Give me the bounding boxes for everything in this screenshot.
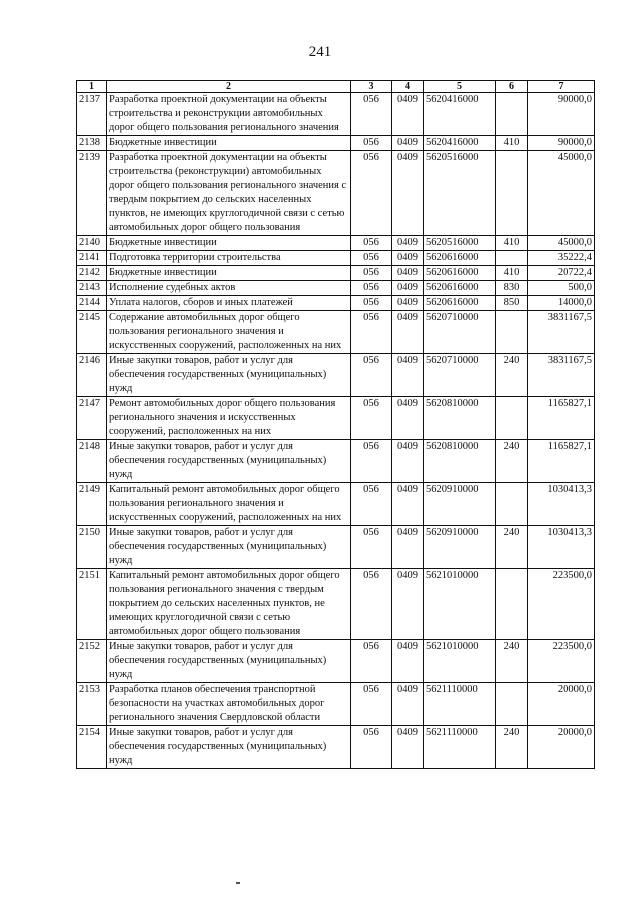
row-code-5: 5620616000 [424,296,496,311]
table-row [77,93,595,136]
row-amount: 14000,0 [528,296,595,311]
row-code-3: 056 [351,281,392,296]
row-number: 2148 [77,440,107,483]
row-amount: 20000,0 [528,683,595,726]
row-code-3: 056 [351,251,392,266]
row-name: Иные закупки товаров, работ и услуг для обеспечения государственных (муниципальных) нужд [107,440,351,483]
table-row [77,251,595,266]
row-code-3: 056 [351,136,392,151]
table-row [77,266,595,281]
row-name: Бюджетные инвестиции [107,136,351,151]
row-code-4: 0409 [392,640,424,683]
row-code-5: 5620710000 [424,354,496,397]
row-number: 2139 [77,151,107,236]
row-amount: 500,0 [528,281,595,296]
row-amount: 20000,0 [528,726,595,769]
row-number: 2144 [77,296,107,311]
row-code-6: 240 [496,640,528,683]
row-amount: 3831167,5 [528,311,595,354]
row-code-5: 5620810000 [424,397,496,440]
row-code-6 [496,397,528,440]
header-col-2: 2 [107,81,351,93]
row-name: Содержание автомобильных дорог общего пользования регионального значения и искусственных сооружений, расположенных на них [107,311,351,354]
row-code-6 [496,151,528,236]
row-number: 2141 [77,251,107,266]
row-amount: 223500,0 [528,640,595,683]
row-code-5: 5620516000 [424,151,496,236]
header-col-4: 4 [392,81,424,93]
row-amount: 1030413,3 [528,526,595,569]
row-code-6 [496,251,528,266]
budget-table [76,80,595,769]
table-row [77,483,595,526]
row-name: Ремонт автомобильных дорог общего пользования регионального значения и искусственных сооружений, расположенных на них [107,397,351,440]
header-col-3: 3 [351,81,392,93]
row-name: Бюджетные инвестиции [107,266,351,281]
table-row [77,526,595,569]
row-code-3: 056 [351,266,392,281]
table-row [77,640,595,683]
row-number: 2138 [77,136,107,151]
table-header-row [77,81,595,93]
header-col-7: 7 [528,81,595,93]
table-row [77,354,595,397]
row-code-3: 056 [351,569,392,640]
row-code-6: 410 [496,136,528,151]
row-code-6 [496,311,528,354]
row-code-6 [496,683,528,726]
row-code-4: 0409 [392,726,424,769]
table-row [77,236,595,251]
row-code-5: 5620910000 [424,526,496,569]
row-name: Иные закупки товаров, работ и услуг для обеспечения государственных (муниципальных) нужд [107,726,351,769]
row-number: 2152 [77,640,107,683]
row-amount: 45000,0 [528,236,595,251]
row-code-3: 056 [351,640,392,683]
row-name: Разработка планов обеспечения транспортной безопасности на участках автомобильных дорог регионального значения Свердловской области [107,683,351,726]
row-code-3: 056 [351,683,392,726]
header-col-5: 5 [424,81,496,93]
row-amount: 3831167,5 [528,354,595,397]
row-code-3: 056 [351,440,392,483]
row-code-6: 410 [496,266,528,281]
row-code-4: 0409 [392,397,424,440]
table-row [77,136,595,151]
table-row [77,397,595,440]
row-code-6 [496,483,528,526]
row-name: Разработка проектной документации на объекты строительства (реконструкции) автомобильных дорог общего пользования регионального значения с твердым покрытием до сельских населенных пунктов, не имеющих круглогодичной связи с сетью автомобильных дорог общего пользования [107,151,351,236]
row-code-5: 5621110000 [424,726,496,769]
row-code-6: 830 [496,281,528,296]
row-name: Иные закупки товаров, работ и услуг для обеспечения государственных (муниципальных) нужд [107,640,351,683]
row-number: 2153 [77,683,107,726]
row-code-5: 5620416000 [424,136,496,151]
row-number: 2154 [77,726,107,769]
row-code-5: 5620616000 [424,266,496,281]
row-code-3: 056 [351,397,392,440]
row-code-4: 0409 [392,296,424,311]
row-code-6: 240 [496,726,528,769]
row-code-4: 0409 [392,526,424,569]
row-amount: 223500,0 [528,569,595,640]
row-name: Подготовка территории строительства [107,251,351,266]
row-code-3: 056 [351,311,392,354]
row-code-5: 5620810000 [424,440,496,483]
row-number: 2143 [77,281,107,296]
row-code-3: 056 [351,296,392,311]
table-row [77,683,595,726]
row-code-4: 0409 [392,266,424,281]
row-amount: 1030413,3 [528,483,595,526]
table-row [77,440,595,483]
row-name: Капитальный ремонт автомобильных дорог общего пользования регионального значения с твердым покрытием до сельских населенных пунктов, не имеющих круглогодичной связи с сетью автомобильных дорог общего пользования [107,569,351,640]
row-name: Бюджетные инвестиции [107,236,351,251]
row-code-5: 5620516000 [424,236,496,251]
row-code-6: 240 [496,440,528,483]
row-code-3: 056 [351,526,392,569]
row-amount: 20722,4 [528,266,595,281]
row-code-4: 0409 [392,136,424,151]
row-code-4: 0409 [392,569,424,640]
row-code-3: 056 [351,236,392,251]
row-number: 2140 [77,236,107,251]
scan-mark [236,882,240,884]
row-number: 2151 [77,569,107,640]
row-code-4: 0409 [392,440,424,483]
row-name: Уплата налогов, сборов и иных платежей [107,296,351,311]
table-row [77,726,595,769]
row-code-5: 5620616000 [424,281,496,296]
row-code-3: 056 [351,151,392,236]
header-col-1: 1 [77,81,107,93]
row-code-6: 410 [496,236,528,251]
row-code-4: 0409 [392,93,424,136]
row-code-4: 0409 [392,251,424,266]
row-amount: 45000,0 [528,151,595,236]
row-code-5: 5621010000 [424,569,496,640]
row-code-5: 5621110000 [424,683,496,726]
row-number: 2149 [77,483,107,526]
row-code-3: 056 [351,483,392,526]
row-amount: 35222,4 [528,251,595,266]
row-code-5: 5620416000 [424,93,496,136]
row-number: 2145 [77,311,107,354]
row-code-6: 850 [496,296,528,311]
table-row [77,151,595,236]
row-code-3: 056 [351,354,392,397]
row-amount: 90000,0 [528,136,595,151]
row-code-3: 056 [351,93,392,136]
table-row [77,296,595,311]
row-code-5: 5621010000 [424,640,496,683]
row-number: 2150 [77,526,107,569]
row-name: Исполнение судебных актов [107,281,351,296]
table-row [77,311,595,354]
row-number: 2137 [77,93,107,136]
row-code-5: 5620616000 [424,251,496,266]
row-code-6: 240 [496,354,528,397]
row-code-4: 0409 [392,354,424,397]
row-name: Капитальный ремонт автомобильных дорог общего пользования регионального значения и искусственных сооружений, расположенных на них [107,483,351,526]
row-code-6: 240 [496,526,528,569]
row-amount: 1165827,1 [528,397,595,440]
row-code-5: 5620710000 [424,311,496,354]
row-code-4: 0409 [392,483,424,526]
row-name: Иные закупки товаров, работ и услуг для обеспечения государственных (муниципальных) нужд [107,354,351,397]
row-code-6 [496,93,528,136]
row-code-4: 0409 [392,311,424,354]
row-code-4: 0409 [392,236,424,251]
row-code-5: 5620910000 [424,483,496,526]
row-number: 2147 [77,397,107,440]
row-number: 2142 [77,266,107,281]
row-code-4: 0409 [392,683,424,726]
row-code-3: 056 [351,726,392,769]
page-number: 241 [308,44,332,60]
row-amount: 1165827,1 [528,440,595,483]
row-code-4: 0409 [392,151,424,236]
row-name: Иные закупки товаров, работ и услуг для обеспечения государственных (муниципальных) нужд [107,526,351,569]
row-code-4: 0409 [392,281,424,296]
row-name: Разработка проектной документации на объекты строительства и реконструкции автомобильных дорог общего пользования регионального значения [107,93,351,136]
row-amount: 90000,0 [528,93,595,136]
row-number: 2146 [77,354,107,397]
header-col-6: 6 [496,81,528,93]
table-row [77,569,595,640]
table-row [77,281,595,296]
row-code-6 [496,569,528,640]
